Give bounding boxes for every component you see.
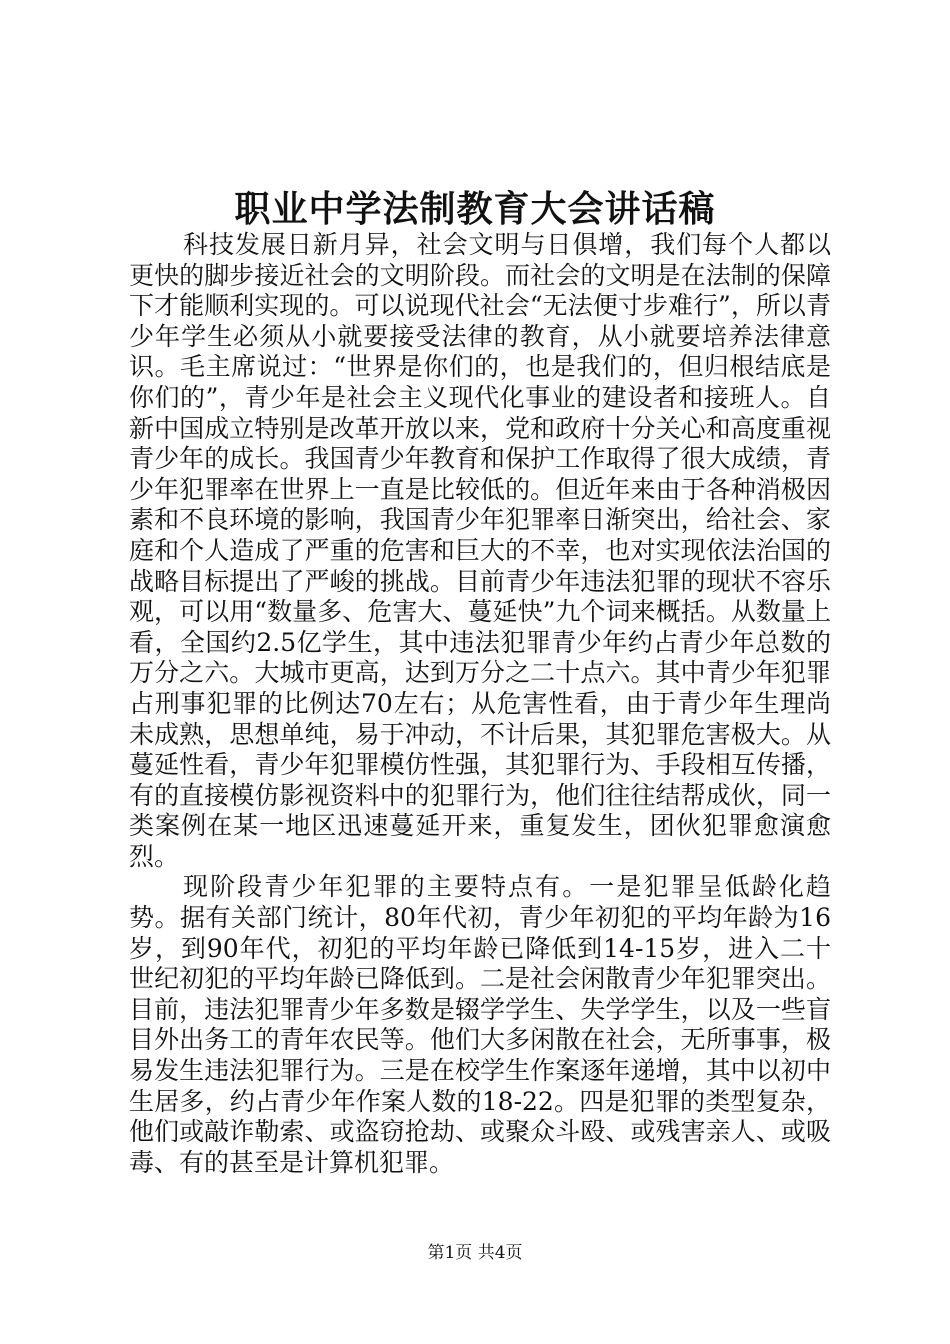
document-body — [129, 230, 831, 1178]
paragraph-2: 现阶段青少年犯罪的主要特点有。一是犯罪呈低龄化趋势。据有关部门统计，80年代初，青少年初犯的平均年龄为16岁，到90年代，初犯的平均年龄已降低到14-15岁，进入二十世纪初犯的平均年龄已降低到。二是社会闲散青少年犯罪突出。目前，违法犯罪青少年多数是辍学学生、失学学生，以及一些盲目外出务工的青年农民等。他们大多闲散在社会，无所事事，极易发生违法犯罪行为。三是在校学生作案逐年递增，其中以初中生居多，约占青少年作案人数的18-22。四是犯罪的类型复杂，他们或敲诈勒索、或盗窃抢劫、或聚众斗殴、或残害亲人、或吸毒、有的甚至是计算机犯罪。 — [129, 872, 831, 1177]
document-title: 职业中学法制教育大会讲话稿 — [234, 188, 716, 230]
paragraph-1: 科技发展日新月异，社会文明与日俱增，我们每个人都以更快的脚步接近社会的文明阶段。而社会的文明是在法制的保障下才能顺利实现的。可以说现代社会“无法便寸步难行”，所以青少年学生必须从小就要接受法律的教育，从小就要培养法律意识。毛主席说过：“世界是你们的，也是我们的，但归根结底是你们的”，青少年是社会主义现代化事业的建设者和接班人。自新中国成立特别是改革开放以来，党和政府十分关心和高度重视青少年的成长。我国青少年教育和保护工作取得了很大成绩，青少年犯罪率在世界上一直是比较低的。但近年来由于各种消极因素和不良环境的影响，我国青少年犯罪率日渐突出，给社会、家庭和个人造成了严重的危害和巨大的不幸，也对实现依法治国的战略目标提出了严峻的挑战。目前青少年违法犯罪的现状不容乐观，可以用“数量多、危害大、蔓延快”九个词来概括。从数量上看，全国约2.5亿学生，其中违法犯罪青少年约占青少年总数的万分之六。大城市更高，达到万分之二十点六。其中青少年犯罪占刑事犯罪的比例达70左右；从危害性看，由于青少年生理尚未成熟，思想单纯，易于冲动，不计后果，其犯罪危害极大。从蔓延性看，青少年犯罪模仿性强，其犯罪行为、手段相互传播，有的直接模仿影视资料中的犯罪行为，他们往往结帮成伙，同一类案例在某一地区迅速蔓延开来，重复发生，团伙犯罪愈演愈烈。 — [129, 230, 831, 871]
page-number-footer: 第1页 共4页 — [427, 1243, 523, 1263]
